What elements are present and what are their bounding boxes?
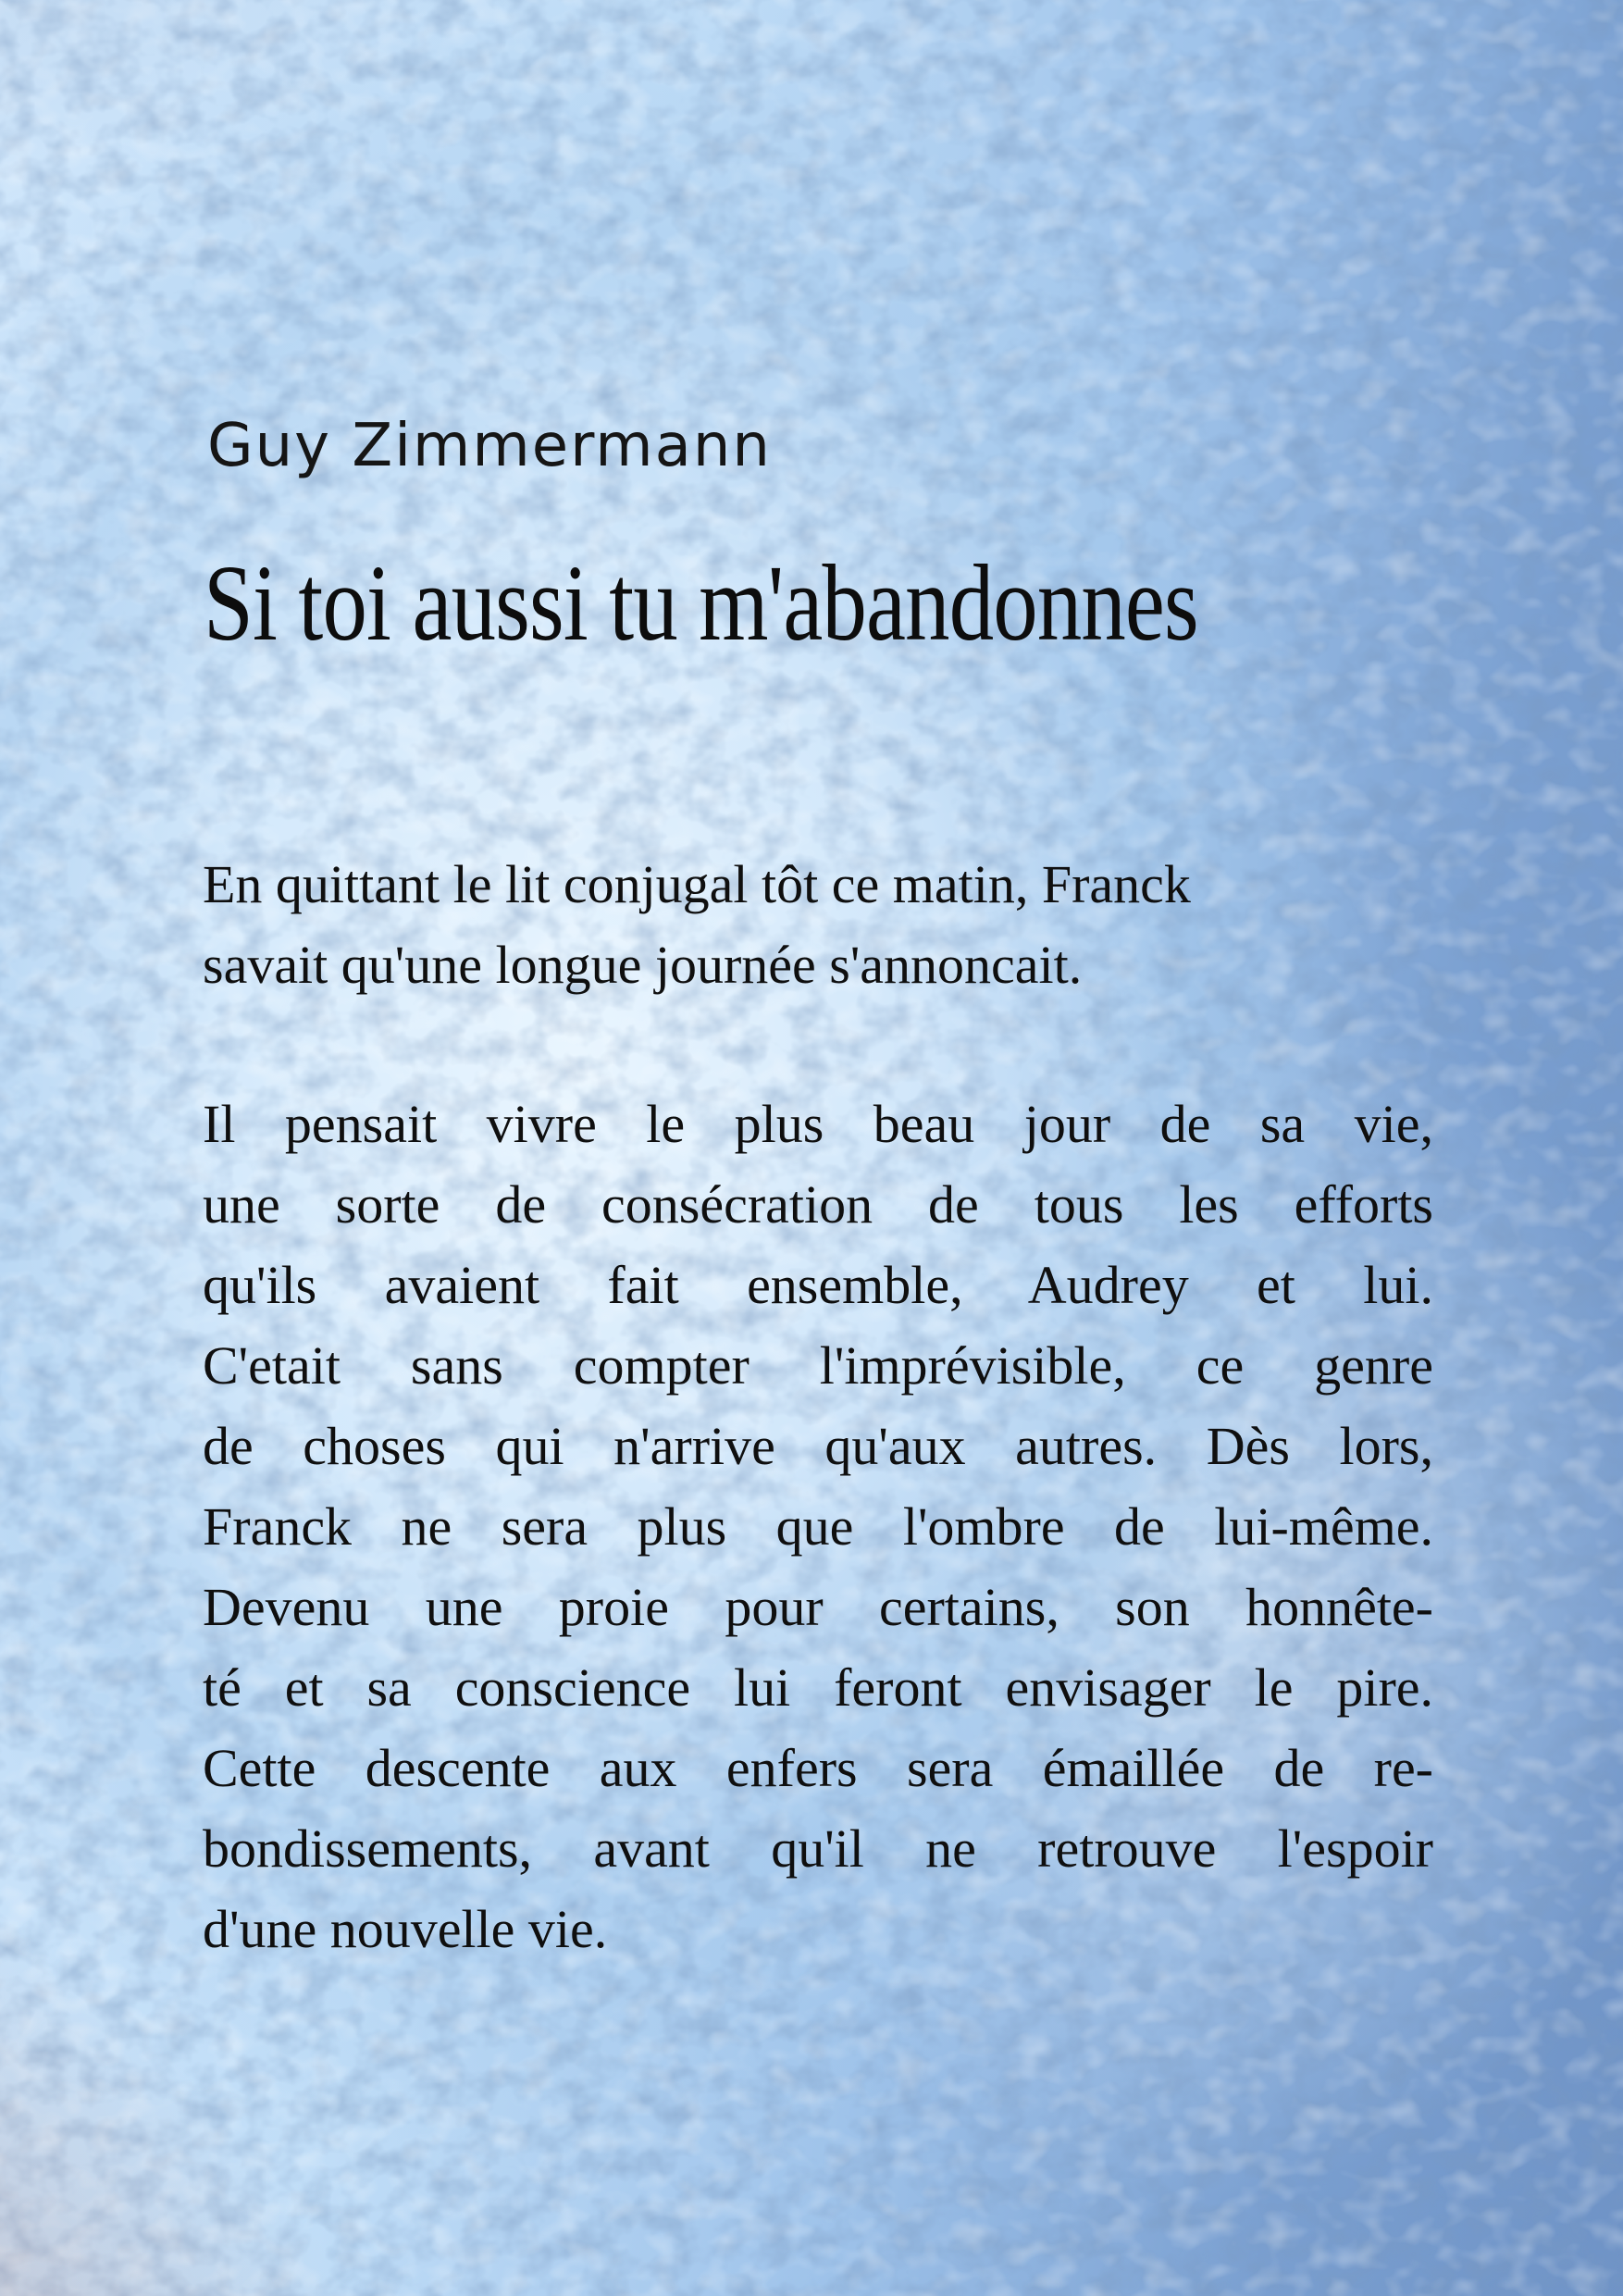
intro-line: En quittant le lit conjugal tôt ce matin, Franck bbox=[203, 854, 1191, 914]
summary-line: de choses qui n'arrive qu'aux autres. Dès lors, bbox=[203, 1416, 1433, 1476]
author-name: Guy Zimmermann bbox=[207, 412, 772, 480]
book-title: Si toi aussi tu m'abandonnes bbox=[204, 542, 1198, 664]
summary-paragraph bbox=[203, 1084, 1433, 1969]
summary-line: Cette descente aux enfers sera émaillée de re- bbox=[203, 1738, 1433, 1798]
summary-line: Devenu une proie pour certains, son honnête- bbox=[203, 1577, 1433, 1637]
summary-line: d'une nouvelle vie. bbox=[203, 1899, 608, 1959]
summary-line: C'etait sans compter l'imprévisible, ce genre bbox=[203, 1335, 1433, 1396]
intro-paragraph bbox=[203, 844, 1433, 1005]
summary-line: qu'ils avaient fait ensemble, Audrey et lui. bbox=[203, 1255, 1433, 1315]
summary-line: Franck ne sera plus que l'ombre de lui-même. bbox=[203, 1496, 1433, 1557]
summary-line: une sorte de consécration de tous les efforts bbox=[203, 1174, 1433, 1235]
intro-line: savait qu'une longue journée s'annoncait. bbox=[203, 935, 1083, 995]
summary-line: Il pensait vivre le plus beau jour de sa vie, bbox=[203, 1094, 1433, 1154]
summary-line: bondissements, avant qu'il ne retrouve l'espoir bbox=[203, 1818, 1433, 1879]
summary-line: té et sa conscience lui feront envisager le pire. bbox=[203, 1657, 1433, 1718]
